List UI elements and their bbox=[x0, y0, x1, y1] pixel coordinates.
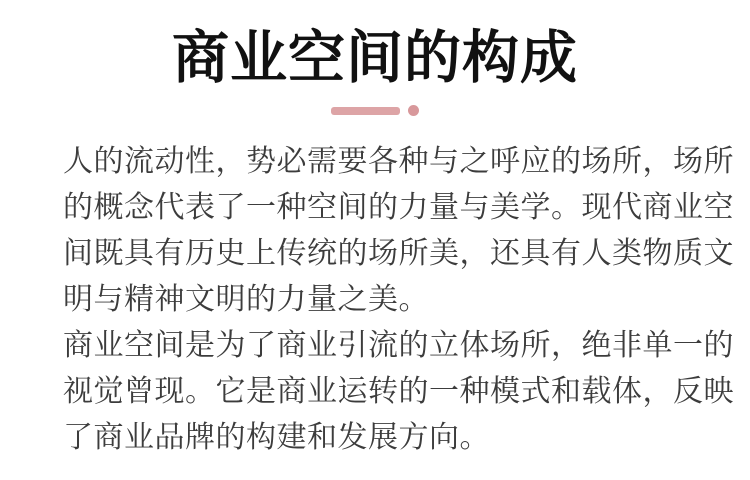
page-title: 商业空间的构成 bbox=[172, 26, 578, 90]
divider-dot bbox=[408, 105, 419, 116]
body-text bbox=[63, 139, 734, 461]
text-line: 间既具有历史上传统的场所美，还具有人类物质文 bbox=[63, 237, 734, 270]
text-line: 人的流动性，势必需要各种与之呼应的场所，场所 bbox=[63, 145, 734, 178]
text-line: 了商业品牌的构建和发展方向。 bbox=[63, 421, 490, 454]
text-line: 的概念代表了一种空间的力量与美学。现代商业空 bbox=[63, 191, 734, 224]
text-line: 明与精神文明的力量之美。 bbox=[63, 283, 429, 316]
text-line: 视觉曾现。它是商业运转的一种模式和载体，反映 bbox=[63, 375, 734, 408]
paragraph bbox=[63, 323, 734, 461]
text-line: 商业空间是为了商业引流的立体场所，绝非单一的 bbox=[63, 329, 734, 362]
paragraph bbox=[63, 139, 734, 323]
title-divider bbox=[0, 105, 750, 117]
divider-bar bbox=[331, 107, 400, 115]
